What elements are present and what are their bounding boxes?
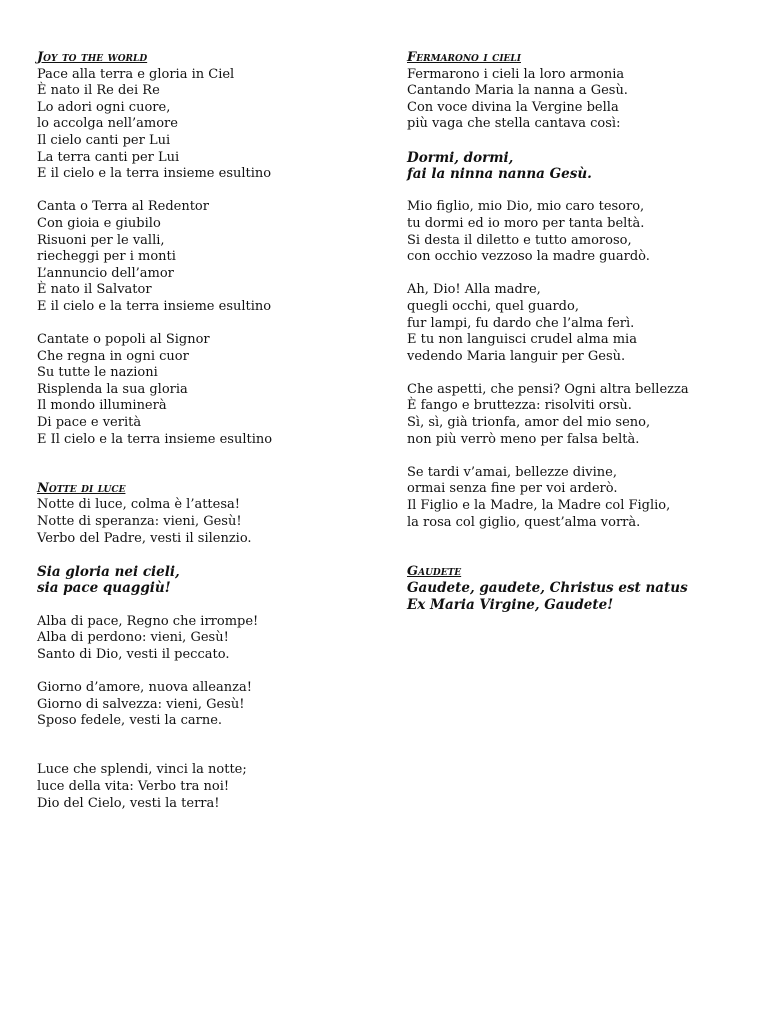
lyric-line: È fango e bruttezza: risolviti orsù. — [407, 398, 632, 414]
lyric-line: Risplenda la sua gloria — [37, 381, 188, 397]
song-title: Gaudete — [407, 563, 462, 579]
refrain-line: Sia gloria nei cieli, — [37, 563, 180, 580]
lyric-line: Pace alla terra e gloria in Ciel — [37, 66, 235, 82]
lyric-line: Che aspetti, che pensi? Ogni altra bellezza — [407, 381, 689, 397]
lyric-line: Notte di speranza: vieni, Gesù! — [37, 514, 242, 530]
lyric-line: Giorno d’amore, nuova alleanza! — [37, 679, 252, 695]
lyric-line: più vaga che stella cantava così: — [407, 116, 621, 132]
lyric-line: Lo adori ogni cuore, — [37, 99, 171, 115]
lyric-line: È nato il Salvator — [37, 282, 152, 298]
lyric-line: È nato il Re dei Re — [37, 83, 160, 99]
refrain-line: fai la ninna nanna Gesù. — [407, 166, 592, 183]
lyric-line: Ah, Dio! Alla madre, — [407, 282, 541, 298]
lyric-line: ormai senza fine per voi arderò. — [407, 481, 618, 497]
stanza — [37, 199, 377, 315]
lyric-line: lo accolga nell’amore — [37, 116, 178, 132]
lyric-line: Santo di Dio, vesti il peccato. — [37, 646, 230, 662]
lyric-line: Se tardi v’amai, bellezze divine, — [407, 464, 617, 480]
lyric-line: Che regna in ogni cuor — [37, 348, 189, 364]
lyric-line: E il cielo e la terra insieme esultino — [37, 166, 272, 182]
lyric-line: Verbo del Padre, vesti il silenzio. — [37, 530, 252, 546]
lyric-line: Di pace e verità — [37, 415, 142, 431]
stanza — [407, 199, 747, 265]
lyric-line: Alba di perdono: vieni, Gesù! — [37, 630, 229, 646]
song-joy-to-the-world — [37, 50, 377, 448]
lyric-line: Su tutte le nazioni — [37, 365, 158, 381]
lyric-line: E tu non languisci crudel alma mia — [407, 332, 637, 348]
refrain-stanza — [37, 564, 377, 597]
lyric-line: Il Figlio e la Madre, la Madre col Figlio, — [407, 498, 671, 514]
lyric-line: E Il cielo e la terra insieme esultino — [37, 431, 273, 447]
stanza — [37, 680, 377, 730]
spacer — [37, 465, 377, 481]
stanza — [37, 762, 377, 812]
song-gaudete — [407, 564, 747, 614]
left-column — [37, 50, 377, 829]
stanza — [407, 465, 747, 531]
song-title: Notte di luce — [37, 480, 126, 496]
stanza — [37, 67, 377, 183]
refrain-stanza — [407, 150, 747, 183]
lyric-line: Cantate o popoli al Signor — [37, 332, 210, 348]
lyric-line: Dio del Cielo, vesti la terra! — [37, 795, 220, 811]
lyric-line: Cantando Maria la nanna a Gesù. — [407, 83, 628, 99]
lyric-line: Il mondo illuminerà — [37, 398, 167, 414]
lyric-line: Risuoni per le valli, — [37, 232, 165, 248]
stanza — [407, 282, 747, 365]
lyric-line: Luce che splendi, vinci la notte; — [37, 762, 247, 778]
refrain-line: Dormi, dormi, — [407, 149, 514, 166]
lyric-line: tu dormi ed io moro per tanta beltà. — [407, 215, 645, 231]
lyric-line: la rosa col giglio, quest’alma vorrà. — [407, 514, 641, 530]
lyric-line: La terra canti per Lui — [37, 149, 180, 165]
lyric-line: Con gioia e giubilo — [37, 215, 161, 231]
lyric-line: Si desta il diletto e tutto amoroso, — [407, 232, 632, 248]
song-title: Joy to the world — [37, 50, 148, 65]
spacer — [407, 548, 747, 564]
lyric-line: Alba di pace, Regno che irrompe! — [37, 613, 259, 629]
lyric-line: Mio figlio, mio Dio, mio caro tesoro, — [407, 199, 645, 215]
refrain-line: sia pace quaggiù! — [37, 580, 171, 597]
lyric-line: luce della vita: Verbo tra noi! — [37, 778, 230, 794]
song-fermarono-i-cieli — [407, 50, 747, 531]
refrain-line: Gaudete, gaudete, Christus est natus — [407, 580, 688, 597]
lyric-line: quegli occhi, quel guardo, — [407, 298, 579, 314]
spacer — [37, 746, 377, 762]
lyric-line: Sì, sì, già trionfa, amor del mio seno, — [407, 415, 651, 431]
lyric-line: Fermarono i cieli la loro armonia — [407, 66, 625, 82]
lyric-line: fur lampi, fu dardo che l’alma ferì. — [407, 315, 635, 331]
refrain-line: Ex Maria Virgine, Gaudete! — [407, 597, 614, 613]
lyric-line: Sposo fedele, vesti la carne. — [37, 713, 223, 729]
lyric-line: L’annuncio dell’amor — [37, 265, 174, 281]
song-title: Fermarono i cieli — [407, 50, 521, 65]
lyric-line: Notte di luce, colma è l’attesa! — [37, 497, 240, 513]
lyric-line: con occhio vezzoso la madre guardò. — [407, 249, 650, 265]
stanza — [37, 497, 377, 547]
lyric-line: riecheggi per i monti — [37, 249, 176, 265]
stanza — [37, 614, 377, 664]
lyric-line: Canta o Terra al Redentor — [37, 199, 209, 215]
stanza — [407, 382, 747, 448]
lyric-line: Con voce divina la Vergine bella — [407, 99, 619, 115]
stanza — [37, 332, 377, 448]
lyric-line: E il cielo e la terra insieme esultino — [37, 298, 272, 314]
lyric-line: Il cielo canti per Lui — [37, 132, 171, 148]
right-column — [407, 50, 747, 630]
lyric-line: Giorno di salvezza: vieni, Gesù! — [37, 696, 245, 712]
refrain-stanza — [407, 580, 747, 613]
lyric-line: non più verrò meno per falsa beltà. — [407, 431, 640, 447]
lyric-line: vedendo Maria languir per Gesù. — [407, 348, 626, 364]
stanza — [407, 67, 747, 133]
song-notte-di-luce — [37, 481, 377, 812]
